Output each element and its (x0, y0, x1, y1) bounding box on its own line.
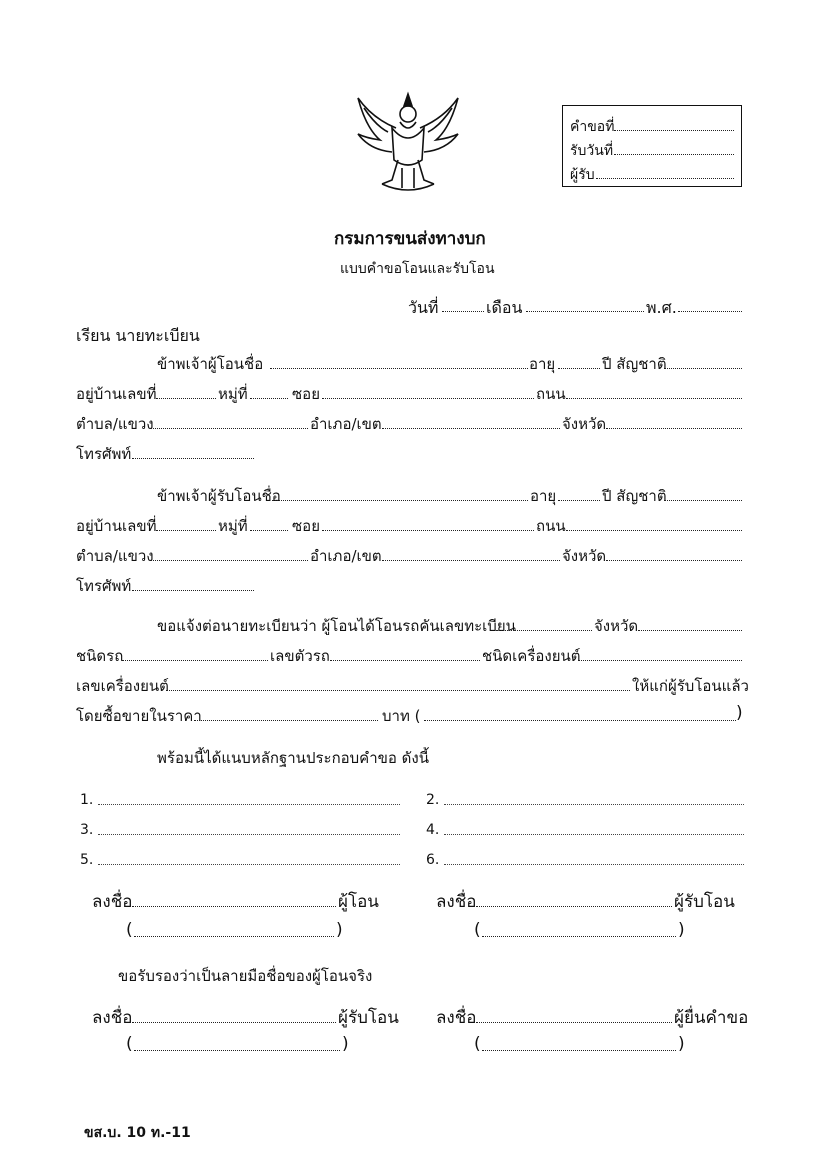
transferee-province-label: จังหวัด (562, 547, 607, 565)
vehicle-province-label: จังหวัด (594, 617, 639, 635)
open-paren: ( (474, 920, 481, 940)
transferee-province-field[interactable] (606, 560, 742, 561)
engine-no-label: เลขเครื่องยนต์ (76, 677, 169, 695)
transferee-phone-field[interactable] (132, 590, 254, 591)
close-paren: ) (736, 703, 743, 723)
sign-role-transferee: ผู้รับโอน (674, 892, 735, 912)
date-year-label: พ.ศ. (646, 298, 677, 317)
transferee-road-field[interactable] (566, 530, 742, 531)
date-year-field[interactable] (678, 311, 742, 312)
print-name-transferor[interactable] (134, 936, 334, 937)
transferee-subdistrict-label: ตำบล/แขวง (76, 547, 154, 565)
evidence-intro: พร้อมนี้ได้แนบหลักฐานประกอบคำขอ ดังนี้ (157, 749, 429, 767)
sign-label-transferee: ลงชื่อ (436, 892, 477, 912)
transferee-name-label: ข้าพเจ้าผู้รับโอนชื่อ (157, 487, 281, 505)
transferee-soi-field[interactable] (322, 530, 534, 531)
sign-field-transferor[interactable] (132, 906, 336, 907)
date-month-field[interactable] (526, 311, 644, 312)
sign-field-transferee-2[interactable] (132, 1022, 336, 1023)
close-paren: ) (342, 1034, 349, 1054)
print-name-transferee[interactable] (482, 936, 676, 937)
transferor-age-field[interactable] (558, 368, 600, 369)
date-day-field[interactable] (442, 311, 484, 312)
open-paren: ( (126, 1034, 133, 1054)
receiver-field[interactable] (596, 178, 734, 179)
transferor-road-field[interactable] (566, 398, 742, 399)
transferor-district-label: อำเภอ/เขต (310, 415, 382, 433)
transferor-soi-field[interactable] (322, 398, 534, 399)
transferor-name-field[interactable] (270, 368, 528, 369)
engine-type-label: ชนิดเครื่องยนต์ (482, 647, 581, 665)
evidence-num-1: 1. (80, 792, 94, 808)
date-month-label: เดือน (486, 298, 523, 317)
received-date-label: รับวันที่ (570, 143, 614, 159)
transferee-moo-label: หมู่ที่ (218, 517, 248, 535)
transferee-moo-field[interactable] (250, 530, 288, 531)
evidence-field-4[interactable] (444, 834, 744, 835)
evidence-num-4: 4. (426, 822, 440, 838)
vehicle-plate-field[interactable] (496, 630, 592, 631)
transferor-subdistrict-label: ตำบล/แขวง (76, 415, 154, 433)
certify-text: ขอรับรองว่าเป็นลายมือชื่อของผู้โอนจริง (118, 967, 373, 985)
transferee-house-label: อยู่บ้านเลขที่ (76, 517, 157, 535)
evidence-field-1[interactable] (98, 804, 400, 805)
price-label: โดยซื้อขายในราคา (76, 707, 202, 725)
evidence-num-2: 2. (426, 792, 440, 808)
evidence-field-5[interactable] (98, 864, 400, 865)
request-no-field[interactable] (614, 130, 734, 131)
form-title: แบบคำขอโอนและรับโอน (340, 261, 495, 277)
sign-role-applicant: ผู้ยื่นคำขอ (674, 1008, 749, 1028)
received-date-field[interactable] (614, 154, 734, 155)
transferor-moo-label: หมู่ที่ (218, 385, 248, 403)
transferor-phone-label: โทรศัพท์ (76, 445, 132, 463)
department-title: กรมการขนส่งทางบก (334, 229, 486, 249)
vehicle-notify-text: ขอแจ้งต่อนายทะเบียนว่า ผู้โอนได้โอนรถคันเลขทะเบียน (157, 617, 516, 635)
close-paren: ) (336, 920, 343, 940)
sign-role-transferee-2: ผู้รับโอน (338, 1008, 399, 1028)
close-paren: ) (678, 1034, 685, 1054)
sign-role-transferor: ผู้โอน (338, 892, 379, 912)
transferor-province-label: จังหวัด (562, 415, 607, 433)
engine-type-field[interactable] (578, 660, 742, 661)
transferee-nationality-label: ปี สัญชาติ (602, 487, 667, 505)
transferee-subdistrict-field[interactable] (150, 560, 308, 561)
open-paren: ( (126, 920, 133, 940)
price-words-field[interactable] (424, 720, 736, 721)
transferor-name-label: ข้าพเจ้าผู้โอนชื่อ (157, 355, 264, 373)
transferee-district-field[interactable] (382, 560, 560, 561)
evidence-num-3: 3. (80, 822, 94, 838)
transferor-phone-field[interactable] (132, 458, 254, 459)
sign-label-transferee-2: ลงชื่อ (92, 1008, 133, 1028)
transferor-district-field[interactable] (382, 428, 560, 429)
transferor-nationality-label: ปี สัญชาติ (602, 355, 667, 373)
evidence-field-6[interactable] (444, 864, 744, 865)
transferor-moo-field[interactable] (250, 398, 288, 399)
transferor-road-label: ถนน (536, 385, 566, 403)
transferee-house-field[interactable] (156, 530, 216, 531)
vehicle-type-label: ชนิดรถ (76, 647, 124, 665)
transferee-road-label: ถนน (536, 517, 566, 535)
salutation: เรียน นายทะเบียน (76, 326, 200, 345)
evidence-field-2[interactable] (444, 804, 744, 805)
engine-no-field[interactable] (166, 690, 630, 691)
transferor-age-label: อายุ (529, 355, 556, 373)
sign-label-applicant: ลงชื่อ (436, 1008, 477, 1028)
transferee-phone-label: โทรศัพท์ (76, 577, 132, 595)
print-name-transferee-2[interactable] (134, 1050, 340, 1051)
vehicle-type-field[interactable] (122, 660, 268, 661)
evidence-field-3[interactable] (98, 834, 400, 835)
evidence-num-5: 5. (80, 852, 94, 868)
transferee-district-label: อำเภอ/เขต (310, 547, 382, 565)
transferor-house-label: อยู่บ้านเลขที่ (76, 385, 157, 403)
form-code: ขส.บ. 10 ท.-11 (84, 1125, 191, 1141)
to-transferee-text: ให้แก่ผู้รับโอนแล้ว (632, 677, 749, 695)
transferor-province-field[interactable] (606, 428, 742, 429)
transferor-subdistrict-field[interactable] (150, 428, 308, 429)
transferee-age-label: อายุ (530, 487, 557, 505)
sign-field-transferee[interactable] (476, 906, 672, 907)
transferor-house-field[interactable] (156, 398, 216, 399)
close-paren: ) (678, 920, 685, 940)
garuda-emblem (352, 88, 464, 200)
date-day-label: วันที่ (408, 298, 439, 317)
sign-field-applicant[interactable] (476, 1022, 672, 1023)
vehicle-province-field[interactable] (638, 630, 742, 631)
transferee-age-field[interactable] (558, 500, 600, 501)
request-no-label: คำขอที่ (570, 119, 615, 135)
print-name-applicant[interactable] (482, 1050, 676, 1051)
price-field[interactable] (194, 720, 378, 721)
transferee-soi-label: ซอย (292, 517, 320, 535)
transferee-nationality-field[interactable] (664, 500, 742, 501)
evidence-num-6: 6. (426, 852, 440, 868)
receiver-label: ผู้รับ (570, 167, 595, 183)
open-paren: ( (474, 1034, 481, 1054)
chassis-no-field[interactable] (330, 660, 480, 661)
transferor-nationality-field[interactable] (664, 368, 742, 369)
chassis-no-label: เลขตัวรถ (270, 647, 330, 665)
baht-label: บาท ( (382, 707, 421, 725)
transferor-soi-label: ซอย (292, 385, 320, 403)
sign-label-transferor: ลงชื่อ (92, 892, 133, 912)
transferee-name-field[interactable] (272, 500, 528, 501)
